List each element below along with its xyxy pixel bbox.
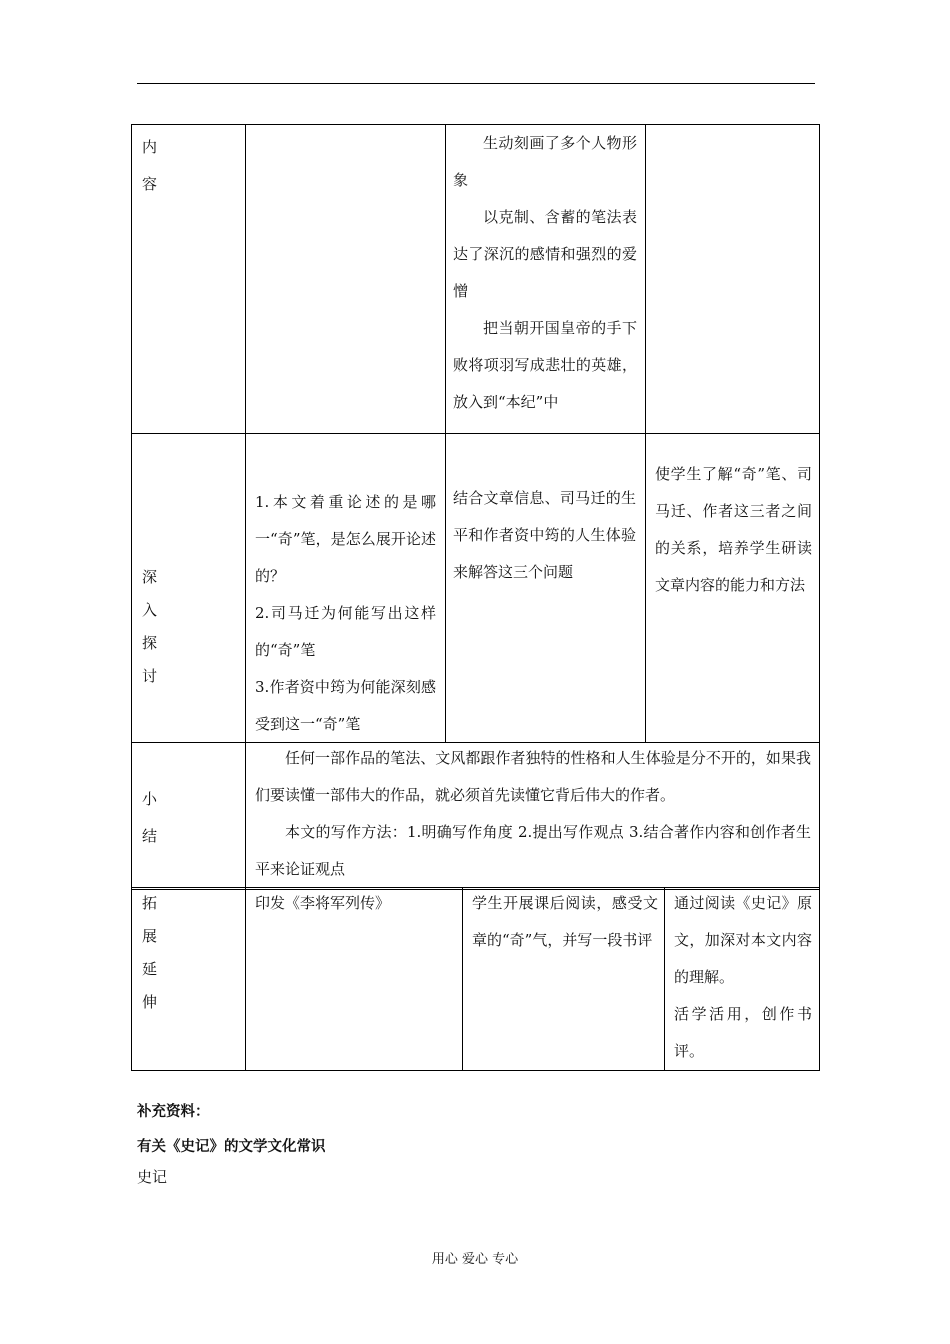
cell-paragraph: 把当朝开国皇帝的手下败将项羽写成悲壮的英雄，放入到“本纪”中 bbox=[453, 319, 637, 411]
table-row-xiaojie bbox=[132, 743, 820, 890]
row-label-char: 小 bbox=[142, 790, 158, 808]
page-footer: 用心 爱心 专心 bbox=[431, 1252, 519, 1267]
activity-text: 结合文章信息、司马迁的生平和作者资中筠的人生体验来解答这三个问题 bbox=[453, 489, 636, 581]
table-row-shenru bbox=[132, 434, 820, 743]
purpose-text: 通过阅读《史记》原文，加深对本文内容的理解。 bbox=[674, 894, 812, 986]
question-item: 3.作者资中筠为何能深刻感受到这一“奇”笔 bbox=[255, 678, 436, 733]
activity-cell bbox=[463, 888, 665, 1071]
supplement-subheading: 有关《史记》的文学文化常识 bbox=[137, 1139, 326, 1155]
row-label-char: 结 bbox=[142, 827, 158, 845]
row-label-char: 讨 bbox=[142, 667, 158, 685]
purpose-cell bbox=[665, 888, 820, 1071]
row-label-cell bbox=[132, 743, 246, 890]
purpose-cell bbox=[646, 125, 820, 434]
header-rule bbox=[137, 83, 815, 84]
row-label-cell bbox=[132, 888, 246, 1071]
purpose-cell bbox=[646, 434, 820, 743]
row-label-cell bbox=[132, 125, 246, 434]
activity-cell bbox=[446, 125, 646, 434]
table-row-neirong bbox=[132, 125, 820, 434]
summary-cell bbox=[246, 743, 820, 890]
summary-paragraph: 本文的写作方法：1.明确写作角度 2.提出写作观点 3.结合著作内容和创作者生平来论证观点 bbox=[255, 823, 811, 878]
lesson-table-upper bbox=[131, 124, 820, 890]
row-label-char: 展 bbox=[142, 927, 158, 945]
content-cell bbox=[246, 888, 463, 1071]
row-label-char: 内 bbox=[142, 138, 158, 156]
questions-cell bbox=[246, 434, 446, 743]
row-label-char: 入 bbox=[142, 601, 158, 619]
activity-text: 学生开展课后阅读，感受文章的“奇”气，并写一段书评 bbox=[472, 894, 658, 949]
lesson-table-lower bbox=[131, 887, 820, 1071]
cell-paragraph: 生动刻画了多个人物形象 bbox=[453, 134, 637, 189]
activity-cell bbox=[446, 434, 646, 743]
row-label-char: 拓 bbox=[142, 894, 158, 912]
row-label-cell bbox=[132, 434, 246, 743]
purpose-text: 活学活用，创作书评。 bbox=[674, 1005, 812, 1060]
supplement-text: 史记 bbox=[137, 1168, 168, 1186]
row-label-char: 伸 bbox=[142, 993, 158, 1011]
questions-cell bbox=[246, 125, 446, 434]
cell-paragraph: 以克制、含蓄的笔法表达了深沉的感情和强烈的爱憎 bbox=[453, 208, 637, 300]
content-text: 印发《李将军列传》 bbox=[255, 894, 391, 912]
table-row-tuozhan bbox=[132, 888, 820, 1071]
summary-paragraph: 任何一部作品的笔法、文风都跟作者独特的性格和人生体验是分不开的，如果我们要读懂一部伟大的作品，就必须首先读懂它背后伟大的作者。 bbox=[255, 749, 811, 804]
supplement-heading: 补充资料： bbox=[137, 1104, 210, 1120]
question-item: 1.本文着重论述的是哪一“奇”笔，是怎么展开论述的？ bbox=[255, 493, 436, 585]
row-label-char: 延 bbox=[142, 960, 158, 978]
row-label-char: 探 bbox=[142, 634, 158, 652]
purpose-text: 使学生了解“奇”笔、司马迁、作者这三者之间的关系，培养学生研读文章内容的能力和方法 bbox=[655, 465, 812, 594]
row-label-char: 容 bbox=[142, 175, 158, 193]
row-label-char: 深 bbox=[142, 568, 158, 586]
question-item: 2.司马迁为何能写出这样的“奇”笔 bbox=[255, 604, 436, 659]
